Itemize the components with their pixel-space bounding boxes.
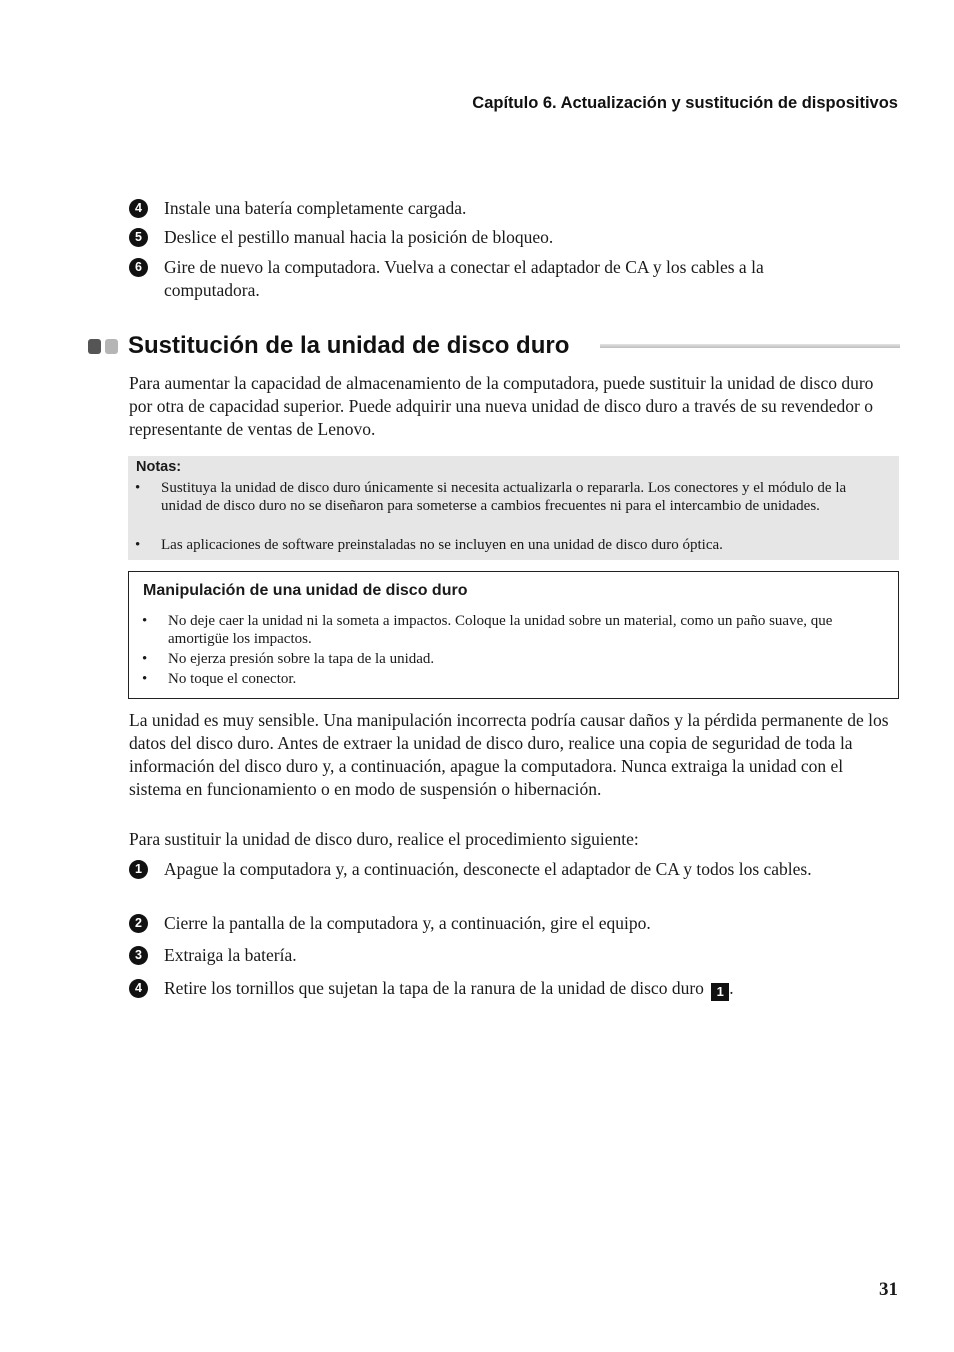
- intro-paragraph: Para aumentar la capacidad de almacenamiento de la computadora, puede sustituir la unidad de disco duro por otra de capacidad superior. Puede adquirir una nueva unidad de disco duro a través de su revendedor o representante de ventas de Lenovo.: [129, 373, 874, 439]
- callout-number-badge: 1: [711, 983, 729, 1001]
- step-item: [129, 197, 899, 220]
- handling-list-item: [142, 612, 882, 649]
- procedure-intro: Para sustituir la unidad de disco duro, realice el procedimiento siguiente:: [129, 829, 639, 849]
- chapter-header: Capítulo 6. Actualización y sustitución de dispositivos: [472, 94, 898, 112]
- bullet-icon: •: [142, 613, 148, 629]
- step-item: [129, 912, 899, 935]
- notes-item-text: Sustituya la unidad de disco duro únicamente si necesita actualizarla o repararla. Los conectores y el módulo de la unidad de disco duro no se diseñaron para someterse a cambios frecuentes ni para el intercambio de unidades.: [161, 480, 847, 515]
- handling-box: [128, 571, 899, 699]
- step-item: [129, 858, 864, 881]
- handling-item-text: No deje caer la unidad ni la someta a impactos. Coloque la unidad sobre un material, como un paño suave, que amortigüe los impactos.: [168, 613, 833, 648]
- page-number: 31: [879, 1279, 898, 1300]
- step-number-badge: 4: [129, 199, 148, 218]
- handling-title: Manipulación de una unidad de disco duro: [143, 582, 468, 599]
- handling-item-text: No toque el conector.: [168, 671, 297, 687]
- section-heading: [88, 330, 900, 362]
- notes-title: Notas:: [136, 459, 182, 475]
- step-text: Gire de nuevo la computadora. Vuelva a conectar el adaptador de CA y los cables a la computadora.: [164, 257, 764, 300]
- step-number-badge: 5: [129, 228, 148, 247]
- notes-box: [128, 456, 899, 560]
- bullet-icon: •: [135, 537, 141, 553]
- step-text: Instale una batería completamente cargada.: [164, 198, 467, 218]
- bullet-icon: •: [142, 651, 148, 667]
- step-text: Extraiga la batería.: [164, 945, 297, 965]
- bullet-icon: •: [135, 480, 141, 496]
- step-text: Deslice el pestillo manual hacia la posición de bloqueo.: [164, 227, 554, 247]
- step-text: Cierre la pantalla de la computadora y, a continuación, gire el equipo.: [164, 913, 651, 933]
- notes-list-item: [135, 479, 887, 516]
- step-number-badge: 4: [129, 979, 148, 998]
- heading-square-dark-icon: [88, 339, 101, 354]
- step-item: [129, 944, 899, 967]
- step-number-badge: 1: [129, 860, 148, 879]
- bullet-icon: •: [142, 671, 148, 687]
- step-text: Apague la computadora y, a continuación, desconecte el adaptador de CA y todos los cables.: [164, 859, 812, 879]
- step-number-badge: 3: [129, 946, 148, 965]
- handling-list-item: [142, 650, 882, 668]
- step-item: [129, 256, 849, 302]
- handling-list-item: [142, 670, 882, 688]
- warning-paragraph: La unidad es muy sensible. Una manipulación incorrecta podría causar daños y la pérdida permanente de los datos del disco duro. Antes de extraer la unidad de disco duro, realice una copia de seguridad de toda la información del disco duro y, a continuación, apague la computadora. Nunca extraiga la unidad con el sistema en funcionamiento o en modo de suspensión o hibernación.: [129, 710, 889, 799]
- step-text-suffix: .: [729, 978, 734, 998]
- step-item: [129, 226, 899, 249]
- step-number-badge: 2: [129, 914, 148, 933]
- handling-item-text: No ejerza presión sobre la tapa de la unidad.: [168, 651, 435, 667]
- notes-item-text: Las aplicaciones de software preinstaladas no se incluyen en una unidad de disco duro óptica.: [161, 537, 723, 553]
- step-item: [129, 977, 899, 1001]
- step-text-line: [164, 977, 899, 1001]
- heading-square-light-icon: [105, 339, 118, 354]
- section-title: Sustitución de la unidad de disco duro: [128, 332, 570, 359]
- notes-list-item: [135, 536, 887, 554]
- step-text: Retire los tornillos que sujetan la tapa de la ranura de la unidad de disco duro: [164, 978, 704, 998]
- heading-rule: [600, 344, 900, 348]
- step-number-badge: 6: [129, 258, 148, 277]
